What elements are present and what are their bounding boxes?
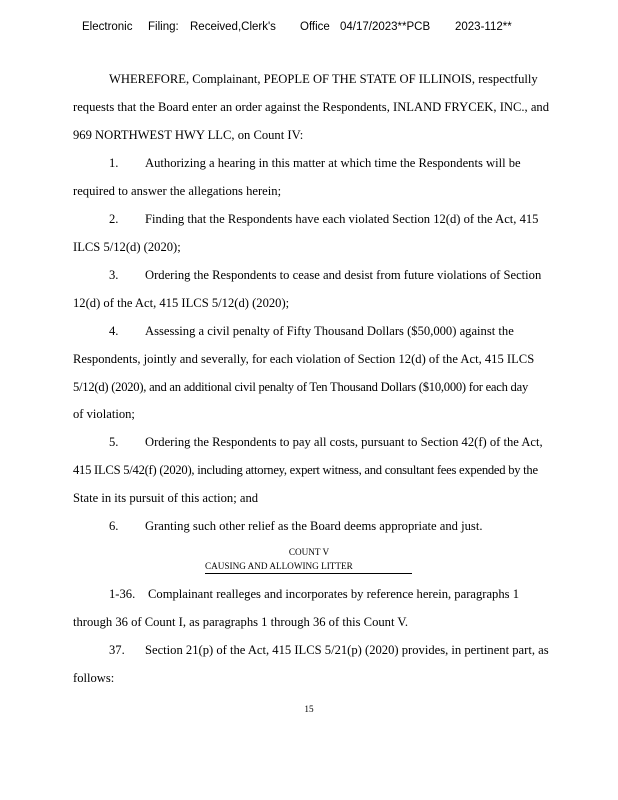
wherefore-line-2: requests that the Board enter an order against the Respondents, INLAND FRYCEK, INC., and — [73, 100, 550, 114]
item-text: Assessing a civil penalty of Fifty Thousand Dollars ($50,000) against the — [145, 324, 514, 338]
paragraph-number: 37. — [109, 643, 125, 657]
paragraph-number: 1-36. — [109, 587, 136, 601]
item-text: State in its pursuit of this action; and — [73, 491, 259, 505]
item-text: 5/12(d) (2020), and an additional civil penalty of Ten Thousand Dollars ($10,000) for each day — [73, 380, 528, 394]
header-case: 2023-112** — [455, 21, 512, 33]
item-number: 5. — [109, 435, 119, 449]
item-number: 3. — [109, 268, 119, 282]
item-text: Ordering the Respondents to pay all costs, pursuant to Section 42(f) of the Act, — [145, 435, 543, 449]
item-number: 6. — [109, 519, 119, 533]
header-office: Office — [300, 21, 330, 33]
item-text: 12(d) of the Act, 415 ILCS 5/12(d) (2020); — [73, 296, 290, 310]
item-number: 1. — [109, 156, 119, 170]
count-subheading: CAUSING AND ALLOWING LITTER — [205, 561, 353, 571]
item-number: 2. — [109, 212, 119, 226]
item-text: required to answer the allegations herein; — [73, 184, 282, 198]
wherefore-line-1: WHEREFORE, Complainant, PEOPLE OF THE STATE OF ILLINOIS, respectfully — [109, 72, 538, 86]
paragraph-text: follows: — [73, 671, 115, 685]
header-received: Received,Clerk's — [190, 21, 276, 33]
paragraph-text: Complainant realleges and incorporates by reference herein, paragraphs 1 — [148, 587, 519, 601]
count-heading-underline — [205, 573, 412, 574]
wherefore-line-3: 969 NORTHWEST HWY LLC, on Count IV: — [73, 128, 304, 142]
count-heading: COUNT V — [288, 547, 330, 557]
item-text: Granting such other relief as the Board deems appropriate and just. — [145, 519, 483, 533]
paragraph-text: Section 21(p) of the Act, 415 ILCS 5/21(p) (2020) provides, in pertinent part, as — [145, 643, 549, 657]
item-text: of violation; — [73, 407, 135, 421]
item-text: ILCS 5/12(d) (2020); — [73, 240, 181, 254]
paragraph-text: through 36 of Count I, as paragraphs 1 through 36 of this Count V. — [73, 615, 408, 629]
item-text: 415 ILCS 5/42(f) (2020), including attorney, expert witness, and consultant fees expended by the — [73, 463, 538, 477]
item-text: Ordering the Respondents to cease and desist from future violations of Section — [145, 268, 542, 282]
page-number: 15 — [304, 704, 314, 714]
header-electronic: Electronic — [82, 21, 133, 33]
item-text: Finding that the Respondents have each violated Section 12(d) of the Act, 415 — [145, 212, 539, 226]
item-text: Respondents, jointly and severally, for each violation of Section 12(d) of the Act, 415 ILCS — [73, 352, 535, 366]
item-text: Authorizing a hearing in this matter at which time the Respondents will be — [145, 156, 521, 170]
item-number: 4. — [109, 324, 119, 338]
header-date: 04/17/2023**PCB — [340, 21, 431, 33]
header-filing: Filing: — [148, 21, 179, 33]
